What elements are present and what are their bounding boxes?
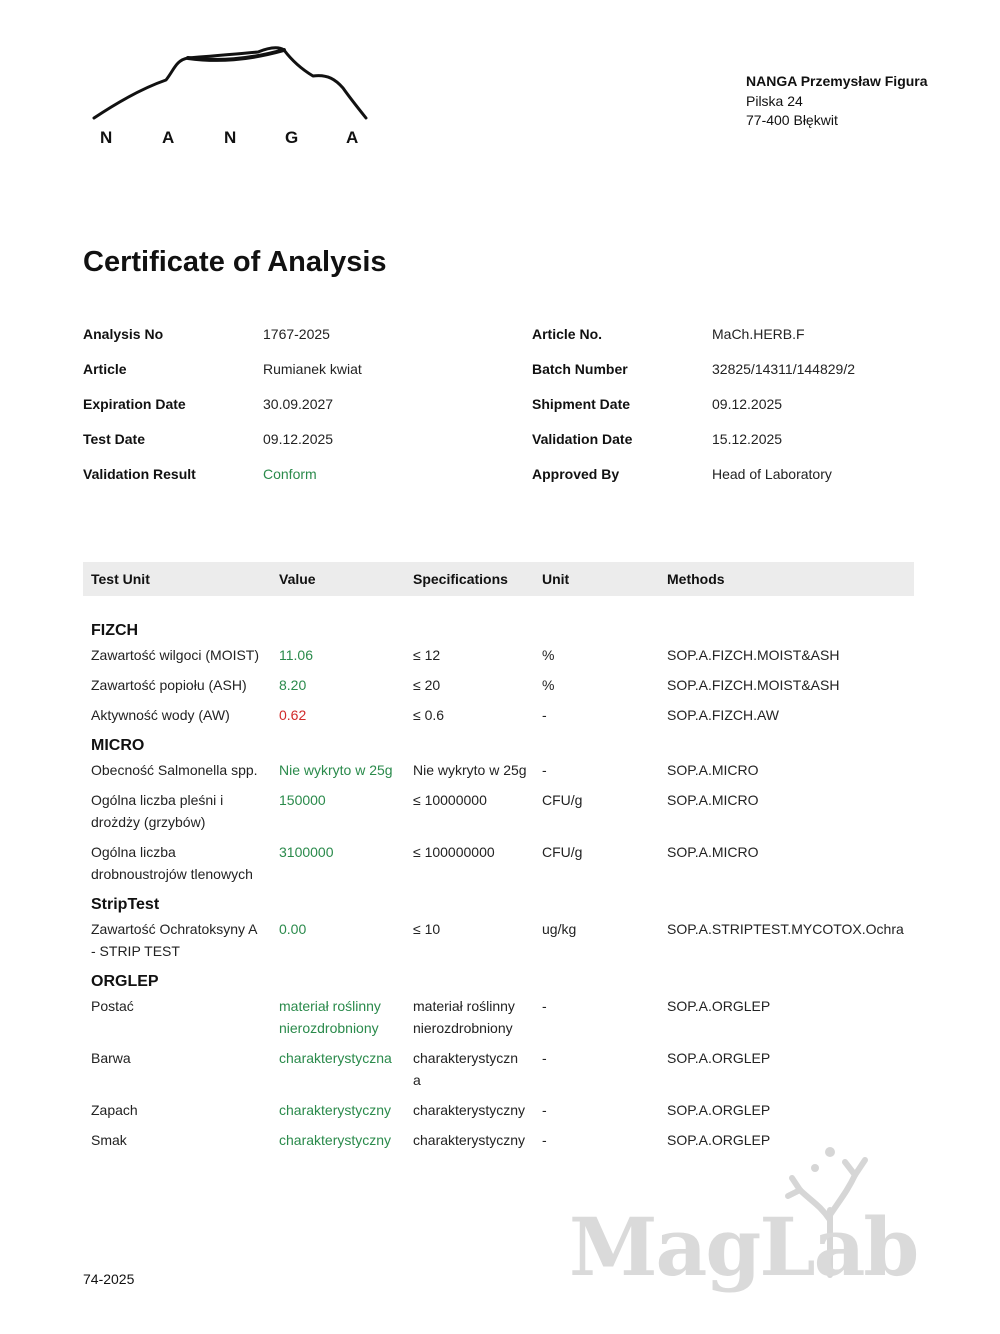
- cell-method: SOP.A.STRIPTEST.MYCOTOX.Ochra: [667, 921, 904, 937]
- company-address: [746, 72, 928, 131]
- logo-letter: G: [285, 128, 299, 147]
- label-test-date: Test Date: [83, 431, 145, 447]
- section-fizch: FIZCH: [91, 622, 139, 639]
- value-analysis-no: 1767-2025: [263, 326, 330, 342]
- cell-test: Zapach: [91, 1102, 138, 1118]
- nanga-logo: [88, 40, 378, 160]
- cell-spec: ≤ 10000000: [413, 792, 487, 808]
- table-header: [83, 562, 914, 596]
- maglab-wordmark: MagLab: [569, 1200, 918, 1294]
- cell-method: SOP.A.ORGLEP: [667, 1102, 771, 1118]
- cell-method: SOP.A.FIZCH.MOIST&ASH: [667, 677, 840, 693]
- cell-value: charakterystyczna: [279, 1050, 392, 1066]
- cell-spec: ≤ 0.6: [413, 707, 445, 723]
- cell-value: charakterystyczny: [279, 1102, 392, 1118]
- value-shipment-date: 09.12.2025: [712, 396, 783, 412]
- cell-spec: ≤ 100000000: [413, 844, 495, 860]
- cell-unit: -: [542, 1050, 547, 1066]
- label-article: Article: [83, 361, 127, 377]
- label-validation-result: Validation Result: [83, 466, 196, 482]
- cell-spec: charakterystyczny: [413, 1132, 526, 1148]
- cell-test: Zawartość wilgoci (MOIST): [91, 647, 260, 663]
- logo-letter: N: [100, 128, 113, 147]
- label-batch-number: Batch Number: [532, 361, 628, 377]
- section-striptest: StripTest: [91, 896, 160, 913]
- cell-spec: ≤ 12: [413, 647, 441, 663]
- cell-spec: Nie wykryto w 25g: [413, 762, 527, 778]
- cell-test: Ogólna liczba drobnoustrojów tlenowych: [91, 844, 253, 882]
- company-city: 77-400 Błękwit: [746, 112, 838, 128]
- cell-value: 0.00: [279, 921, 307, 937]
- cell-value: 0.62: [279, 707, 307, 723]
- header-methods: Methods: [667, 571, 725, 587]
- value-validation-date: 15.12.2025: [712, 431, 783, 447]
- cell-unit: CFU/g: [542, 844, 583, 860]
- cell-value: 150000: [279, 792, 326, 808]
- value-expiration-date: 30.09.2027: [263, 396, 334, 412]
- value-article-no: MaCh.HERB.F: [712, 326, 805, 342]
- cell-unit: %: [542, 677, 555, 693]
- cell-method: SOP.A.ORGLEP: [667, 1050, 771, 1066]
- cell-unit: -: [542, 1102, 547, 1118]
- maglab-watermark: [565, 1140, 918, 1310]
- cell-method: SOP.A.MICRO: [667, 762, 759, 778]
- cell-unit: -: [542, 1132, 547, 1148]
- cell-test: Smak: [91, 1132, 127, 1148]
- info-right: [532, 326, 932, 496]
- label-article-no: Article No.: [532, 326, 603, 342]
- label-validation-date: Validation Date: [532, 431, 633, 447]
- cell-unit: -: [542, 707, 547, 723]
- cell-value: 11.06: [279, 647, 313, 663]
- value-approved-by: Head of Laboratory: [712, 466, 832, 482]
- cell-spec: ≤ 10: [413, 921, 441, 937]
- cell-unit: %: [542, 647, 555, 663]
- value-validation-result: Conform: [263, 466, 317, 482]
- cell-method: SOP.A.MICRO: [667, 844, 759, 860]
- cell-spec: ≤ 20: [413, 677, 441, 693]
- value-test-date: 09.12.2025: [263, 431, 334, 447]
- cell-test: Barwa: [91, 1050, 131, 1066]
- header-test-unit: Test Unit: [91, 571, 150, 587]
- section-micro: MICRO: [91, 737, 145, 754]
- cell-value: 8.20: [279, 677, 307, 693]
- label-expiration-date: Expiration Date: [83, 396, 186, 412]
- value-batch-number: 32825/14311/144829/2: [712, 361, 855, 377]
- cell-unit: CFU/g: [542, 792, 583, 808]
- header-value: Value: [279, 571, 316, 587]
- logo-letter: N: [224, 128, 237, 147]
- cell-test: Obecność Salmonella spp.: [91, 762, 258, 778]
- cell-spec: charakterystyczn a: [413, 1050, 519, 1088]
- label-analysis-no: Analysis No: [83, 326, 164, 342]
- cell-spec: charakterystyczny: [413, 1102, 526, 1118]
- cell-test: Zawartość Ochratoksyny A - STRIP TEST: [91, 921, 258, 959]
- cell-method: SOP.A.FIZCH.MOIST&ASH: [667, 647, 840, 663]
- company-street: Pilska 24: [746, 92, 803, 109]
- cell-method: SOP.A.FIZCH.AW: [667, 707, 780, 723]
- company-name: NANGA Przemysław Figura: [746, 73, 928, 89]
- mountain-icon: [88, 40, 378, 130]
- cell-test: Aktywność wody (AW): [91, 707, 230, 723]
- logo-letter: A: [162, 128, 175, 147]
- footer-code: 74-2025: [83, 1271, 135, 1287]
- label-shipment-date: Shipment Date: [532, 396, 631, 412]
- cell-value: Nie wykryto w 25g: [279, 762, 393, 778]
- cell-value: materiał roślinny nierozdrobniony: [279, 998, 381, 1036]
- info-left: [83, 326, 483, 496]
- value-article: Rumianek kwiat: [263, 361, 362, 377]
- header-unit: Unit: [542, 571, 570, 587]
- cell-unit: -: [542, 762, 547, 778]
- cell-value: 3100000: [279, 844, 334, 860]
- header-specifications: Specifications: [413, 571, 508, 587]
- label-approved-by: Approved By: [532, 466, 620, 482]
- cell-test: Ogólna liczba pleśni i drożdży (grzybów): [91, 792, 224, 830]
- section-orglep: ORGLEP: [91, 973, 159, 990]
- cell-test: Postać: [91, 998, 134, 1014]
- logo-letter: A: [346, 128, 359, 147]
- cell-unit: ug/kg: [542, 921, 577, 937]
- cell-spec: materiał roślinny nierozdrobniony: [413, 998, 515, 1036]
- page-title: Certificate of Analysis: [83, 246, 387, 278]
- cell-value: charakterystyczny: [279, 1132, 392, 1148]
- cell-method: SOP.A.ORGLEP: [667, 998, 771, 1014]
- cell-method: SOP.A.MICRO: [667, 792, 759, 808]
- cell-test: Zawartość popiołu (ASH): [91, 677, 247, 693]
- cell-method: SOP.A.ORGLEP: [667, 1132, 771, 1148]
- cell-unit: -: [542, 998, 547, 1014]
